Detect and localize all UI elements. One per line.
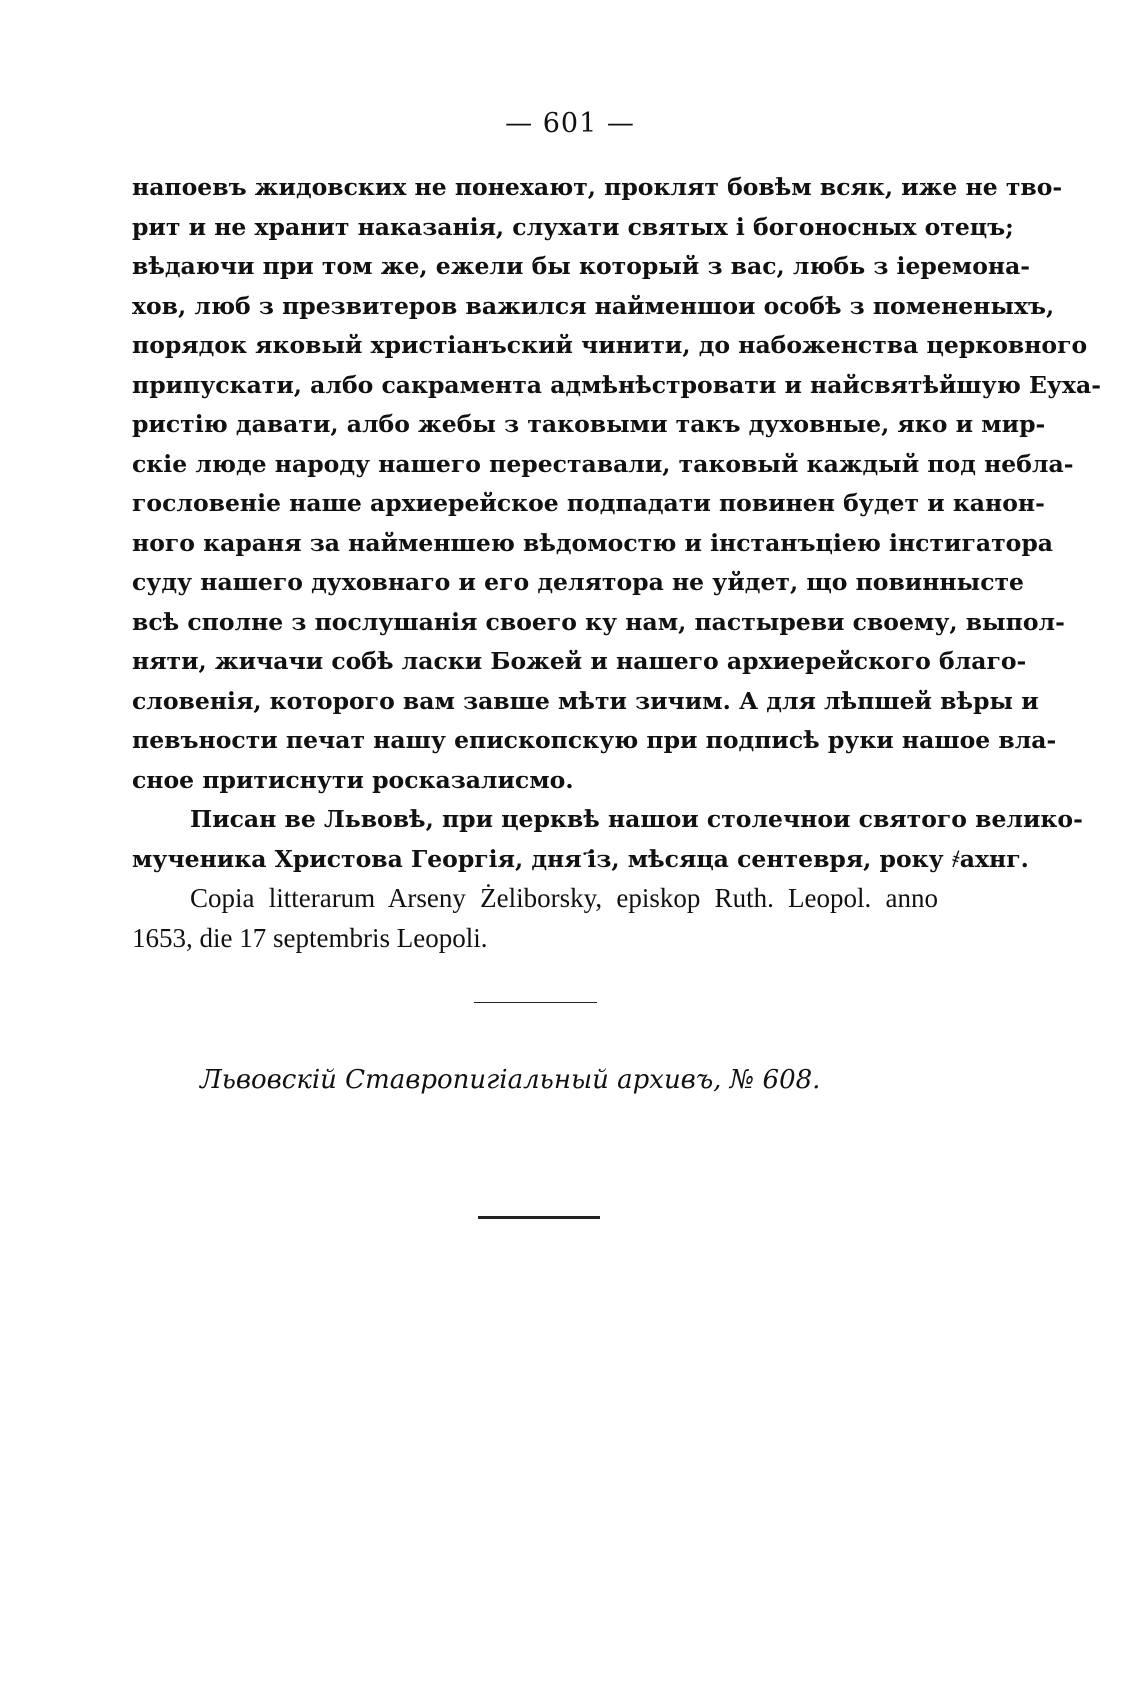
- page-number: — 601 —: [505, 108, 635, 139]
- text-line: мученика Христова Георгія, дня ҃із, мѣсяца сентевря, року ҂ахнг.: [132, 844, 1029, 873]
- text-line: Писан ве Львовѣ, при церквѣ нашои столечнои святого велико-: [190, 805, 1083, 833]
- text-line: скіе люде народу нашего переставали, таковый каждый под небла-: [132, 449, 1074, 478]
- body-text: [132, 168, 1101, 958]
- text-line: сное притиснути росказалисмо.: [132, 765, 574, 794]
- end-rule: [478, 1216, 600, 1219]
- text-line: всѣ сполне з послушанія своего ку нам, пастыреви своему, выпол-: [132, 607, 1065, 636]
- text-line: суду нашего духовнаго и его делятора не уйдет, що повинныcте: [132, 568, 1025, 596]
- text-line: рит и не хранит наказанія, слухати святых і богоносных отецъ;: [132, 212, 1014, 241]
- text-line: Copia litterarum Arseny Żeliborsky, episkop Ruth. Leopol. anno: [190, 883, 938, 913]
- text-line: припускати, албо сакрамента адмѣнѣстровати и найсвятѣйшую Eухa-: [132, 370, 1101, 399]
- paragraph-main: [132, 168, 1101, 800]
- text-line: ного караня за найменшею вѣдомостю и інстанъціею інстигатора: [132, 528, 1053, 557]
- text-line: певъности печат нашу епископскую при подписѣ руки нашое вла-: [132, 726, 1057, 754]
- text-line: хов, люб з презвитеров важился найменшои особѣ з помененыхъ,: [132, 291, 1055, 320]
- text-line: вѣдаючи при том же, ежели бы который з вас, любь з іеремона-: [132, 252, 1031, 280]
- text-line: 1653, die 17 septembris Leopoli.: [132, 922, 488, 953]
- paragraph-date: [132, 800, 1083, 879]
- text-line: напоевъ жидовских не понехают, проклят бовѣм всяк, иже не тво-: [132, 173, 1063, 201]
- text-line: няти, жичачи собѣ ласки Божей и нашего архиерейского благо-: [132, 647, 1027, 675]
- source-note: Львовскій Ставропигіальный архивъ, № 608.: [200, 1065, 821, 1095]
- paragraph-copia: [132, 879, 938, 958]
- text-line: ристію давати, албо жебы з таковыми такъ духовные, яко и мир-: [132, 410, 1046, 438]
- text-line: гословеніе наше архиерейское подпадати повинен будет и канон-: [132, 489, 1045, 517]
- text-line: словенія, которого вам завше мѣти зичим. А для лѣпшей вѣры и: [132, 686, 1039, 715]
- text-line: порядок яковый христіанъский чинити, до набоженства церковного: [132, 331, 1088, 359]
- separator-rule: [474, 1002, 597, 1003]
